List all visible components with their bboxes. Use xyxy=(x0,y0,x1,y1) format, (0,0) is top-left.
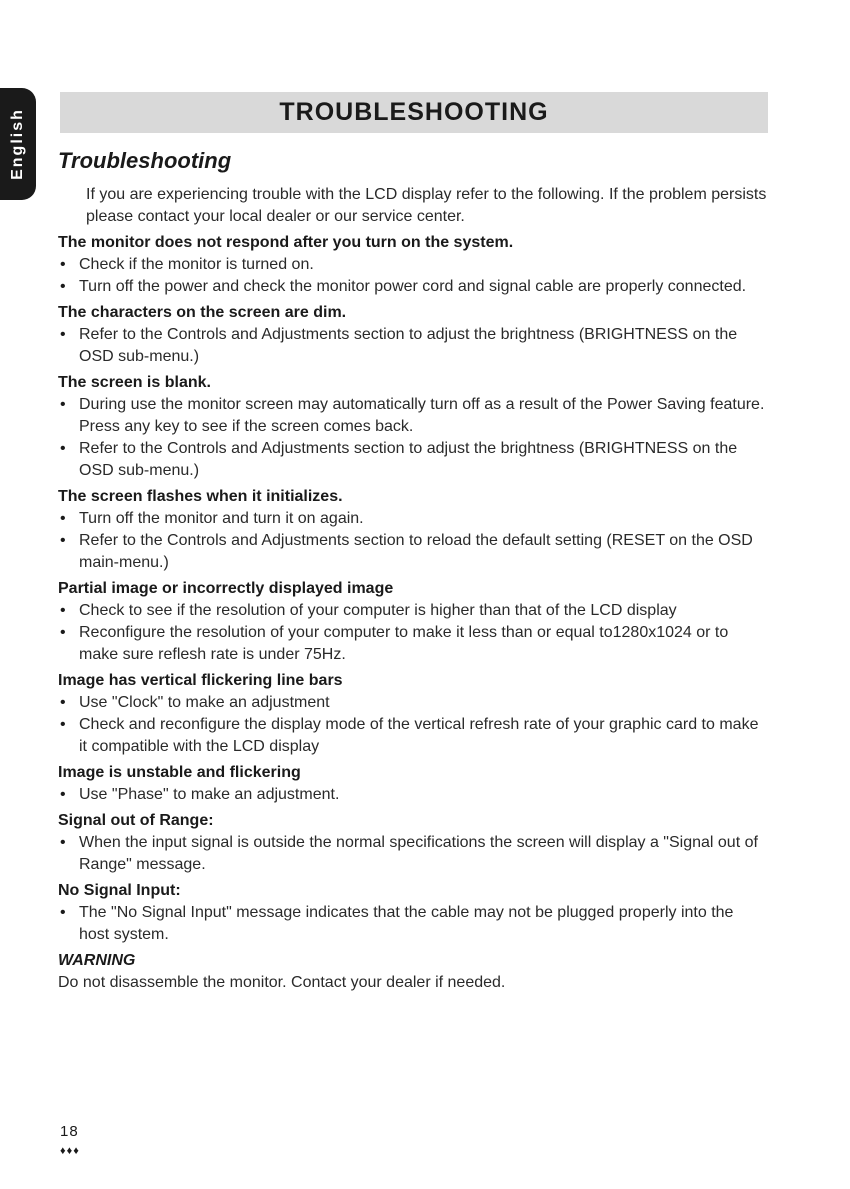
issue-block xyxy=(58,302,768,368)
issue-heading: The characters on the screen are dim. xyxy=(58,304,347,321)
page-number: 18 xyxy=(60,1123,79,1140)
language-tab-label: English xyxy=(9,108,26,180)
issue-bullets xyxy=(58,600,768,666)
issue-bullets xyxy=(58,394,768,482)
bullet-item: • Refer to the Controls and Adjustments section to reload the default setting (RESET on the OSD main-menu.) xyxy=(58,530,768,574)
issue-bullets xyxy=(58,902,768,946)
bullet-item: • Use "Clock" to make an adjustment xyxy=(58,692,768,714)
warning-title: WARNING xyxy=(58,952,136,969)
section-title: Troubleshooting xyxy=(58,148,232,173)
issue-block xyxy=(58,578,768,666)
bullet-item: • Turn off the monitor and turn it on again. xyxy=(58,508,768,530)
bullet-item: • Check to see if the resolution of your computer is higher than that of the LCD display xyxy=(58,600,768,622)
bullet-item: • Use "Phase" to make an adjustment. xyxy=(58,784,768,806)
issue-block xyxy=(58,880,768,946)
issue-heading: Partial image or incorrectly displayed image xyxy=(58,580,394,597)
issue-block xyxy=(58,232,768,298)
issue-heading: Image is unstable and flickering xyxy=(58,764,301,781)
issue-block xyxy=(58,670,768,758)
issue-heading: Image has vertical flickering line bars xyxy=(58,672,343,689)
bullet-item: • The "No Signal Input" message indicates that the cable may not be plugged properly into the host system. xyxy=(58,902,768,946)
issue-heading: The screen is blank. xyxy=(58,374,211,391)
bullet-item: • Refer to the Controls and Adjustments section to adjust the brightness (BRIGHTNESS on the OSD sub-menu.) xyxy=(58,438,768,482)
issue-bullets xyxy=(58,508,768,574)
diamond-ornament-icon: ♦♦♦ xyxy=(60,1145,80,1157)
issue-heading: The monitor does not respond after you turn on the system. xyxy=(58,234,514,251)
page-title: TROUBLESHOOTING xyxy=(279,98,549,126)
bullet-item: • During use the monitor screen may automatically turn off as a result of the Power Saving feature. Press any key to see if the screen comes back. xyxy=(58,394,768,438)
issue-heading: The screen flashes when it initializes. xyxy=(58,488,343,505)
issue-block xyxy=(58,486,768,574)
issue-block xyxy=(58,762,768,806)
page-footer xyxy=(60,1122,80,1160)
warning-text: Do not disassemble the monitor. Contact your dealer if needed. xyxy=(58,974,506,991)
language-tab xyxy=(0,88,36,200)
bullet-item: • Check and reconfigure the display mode of the vertical refresh rate of your graphic card to make it compatible with the LCD display xyxy=(58,714,768,758)
bullet-item: • Reconfigure the resolution of your computer to make it less than or equal to1280x1024 or to make sure reflesh rate is under 75Hz. xyxy=(58,622,768,666)
page-title-bar xyxy=(60,92,768,133)
issue-bullets xyxy=(58,784,768,806)
issue-bullets xyxy=(58,324,768,368)
bullet-item: • When the input signal is outside the normal specifications the screen will display a "Signal out of Range" message. xyxy=(58,832,768,876)
bullet-item: • Check if the monitor is turned on. xyxy=(58,254,768,276)
warning-block xyxy=(58,950,768,994)
issue-bullets xyxy=(58,832,768,876)
main-content xyxy=(58,146,768,994)
intro-paragraph: If you are experiencing trouble with the LCD display refer to the following. If the problem persists please contact your local dealer or our service center. xyxy=(86,186,767,225)
issue-bullets xyxy=(58,254,768,298)
issue-bullets xyxy=(58,692,768,758)
bullet-item: • Turn off the power and check the monitor power cord and signal cable are properly connected. xyxy=(58,276,768,298)
issue-block xyxy=(58,372,768,482)
issue-block xyxy=(58,810,768,876)
issue-heading: No Signal Input: xyxy=(58,882,181,899)
issue-heading: Signal out of Range: xyxy=(58,812,214,829)
bullet-item: • Refer to the Controls and Adjustments section to adjust the brightness (BRIGHTNESS on the OSD sub-menu.) xyxy=(58,324,768,368)
